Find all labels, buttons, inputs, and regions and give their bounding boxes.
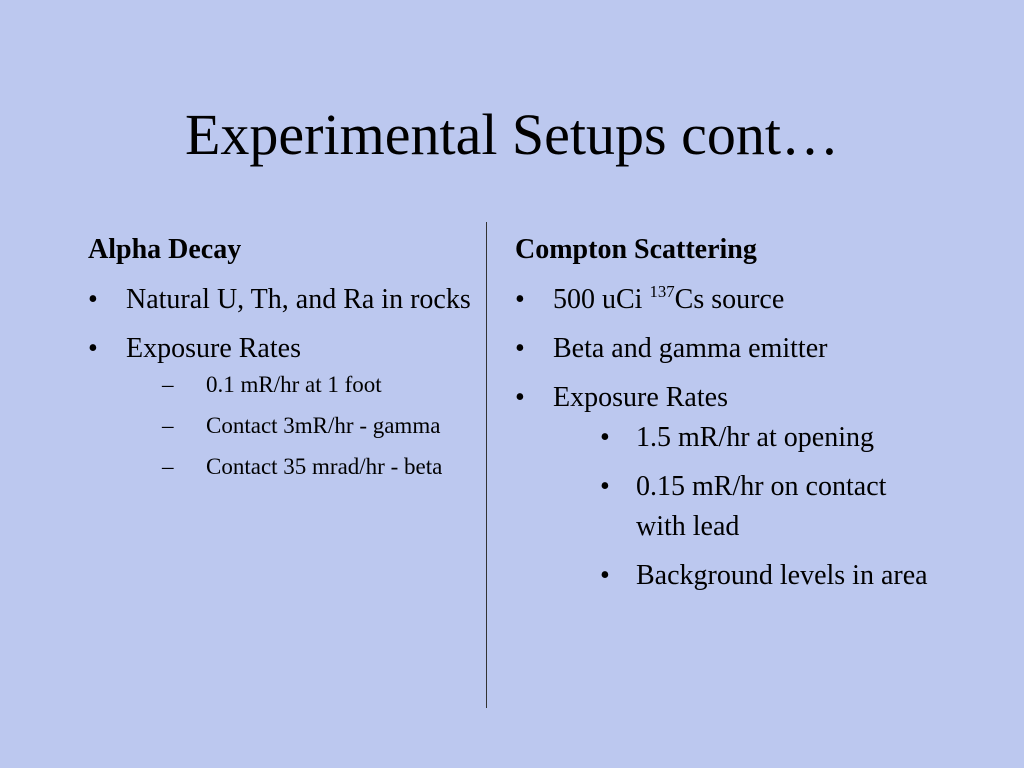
- alpha-exposure-sublist: [126, 369, 478, 483]
- list-item: [600, 556, 935, 596]
- alpha-decay-bullet-list: [88, 280, 478, 483]
- list-item-text: 1.5 mR/hr at opening: [636, 422, 874, 453]
- compton-scattering-column: [515, 230, 935, 605]
- source-activity-text: 500 uCi: [553, 284, 650, 315]
- list-item: [515, 280, 935, 320]
- list-item-text: Exposure Rates: [126, 333, 301, 364]
- list-item-text: Contact 35 mrad/hr - beta: [206, 454, 443, 479]
- alpha-decay-heading: Alpha Decay: [88, 234, 242, 265]
- list-item: [88, 329, 478, 483]
- bullet-marker: •: [600, 422, 610, 453]
- list-item-text: Contact 3mR/hr - gamma: [206, 413, 441, 438]
- dash-marker: –: [162, 372, 174, 397]
- bullet-marker: •: [515, 284, 525, 315]
- bullet-marker: •: [600, 471, 610, 502]
- list-item: [88, 280, 478, 320]
- dash-marker: –: [162, 454, 174, 479]
- source-isotope-text: Cs source: [674, 284, 785, 315]
- bullet-marker: •: [600, 560, 610, 591]
- list-item: [162, 369, 478, 401]
- compton-exposure-sublist: [553, 418, 935, 596]
- slide-title: Experimental Setups cont…: [185, 102, 839, 167]
- column-divider: [486, 222, 487, 708]
- compton-scattering-heading: Compton Scattering: [515, 234, 757, 265]
- list-item-text: [553, 284, 784, 315]
- list-item: [600, 467, 935, 547]
- list-item: [600, 418, 935, 458]
- list-item: [162, 451, 478, 483]
- bullet-marker: •: [88, 333, 98, 364]
- list-item: [162, 410, 478, 442]
- isotope-mass-number: 137: [649, 282, 675, 302]
- list-item-text: 0.15 mR/hr on contact with lead: [636, 471, 887, 542]
- compton-bullet-list: [515, 280, 935, 596]
- bullet-marker: •: [88, 284, 98, 315]
- list-item-text: 0.1 mR/hr at 1 foot: [206, 372, 382, 397]
- dash-marker: –: [162, 413, 174, 438]
- list-item-text: Beta and gamma emitter: [553, 333, 828, 364]
- bullet-marker: •: [515, 333, 525, 364]
- list-item-text: Exposure Rates: [553, 382, 728, 413]
- list-item-text: Natural U, Th, and Ra in rocks: [126, 284, 471, 315]
- list-item: [515, 378, 935, 596]
- list-item-text: Background levels in area: [636, 560, 928, 591]
- list-item: [515, 329, 935, 369]
- alpha-decay-column: [88, 230, 478, 492]
- bullet-marker: •: [515, 382, 525, 413]
